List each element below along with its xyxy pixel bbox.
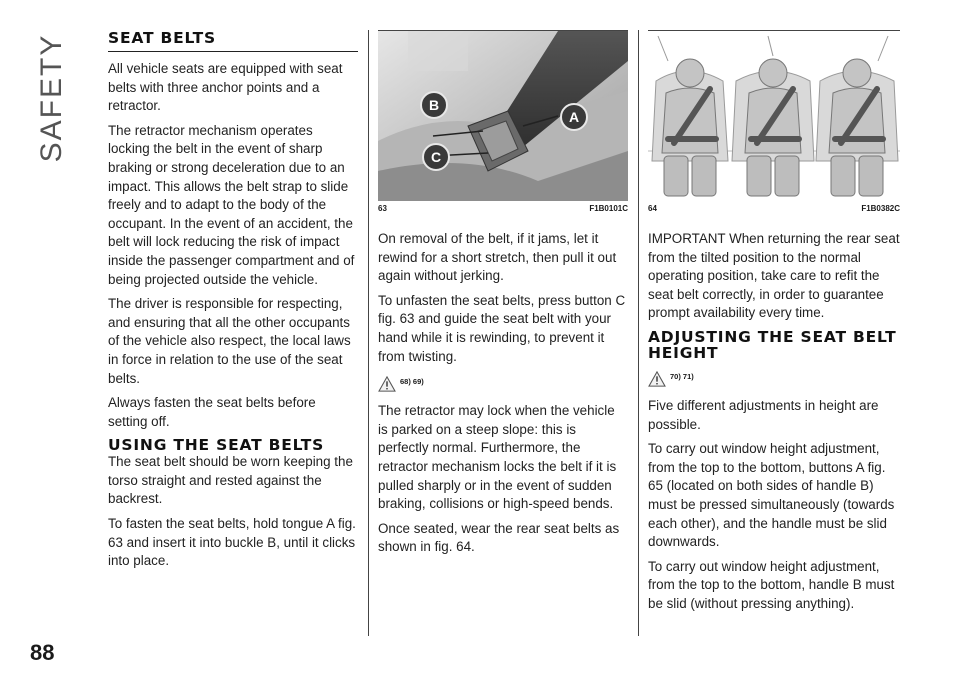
paragraph: The retractor may lock when the vehicle is parked on a steep slope: this is perfectly normal. Furthermore, the retractor mechanism locks the belt if it is pulled sharply or in the event of sudden braking, collisions or high-speed bends.: [378, 403, 617, 512]
callout-b: B: [420, 91, 448, 119]
warning-refs: 70) 71): [670, 371, 694, 381]
figure-number: 64: [648, 204, 657, 213]
paragraph: All vehicle seats are equipped with seat belts with three anchor points and a retractor.: [108, 61, 343, 114]
figure-rear-seat-belts: [648, 30, 900, 201]
warning-refs: 68) 69): [400, 377, 424, 387]
warning-reference: [648, 369, 900, 391]
paragraph: To fasten the seat belts, hold tongue A fig. 63 and insert it into buckle B, until it clicks into place.: [108, 516, 356, 569]
paragraph: To carry out window height adjustment, from the top to the bottom, buttons A fig. 65 (located on both sides of handle B) must be pressed simultaneously (towards each other), and the handle must be slid downwards.: [648, 441, 895, 550]
figure-seat-belt-buckle: [378, 30, 628, 201]
figure-code: F1B0101C: [589, 204, 628, 213]
paragraph: The driver is responsible for respecting, and ensuring that all the other occupants of the vehicle also respect, the local laws in force in relation to the use of the seat belts.: [108, 296, 351, 386]
warning-triangle-icon: [648, 371, 666, 387]
warning-reference: [378, 374, 628, 396]
paragraph: To carry out window height adjustment, from the top to the bottom, handle B must be slid (without pressing anything).: [648, 558, 895, 611]
subsection-heading: ADJUSTING THE SEAT BELT HEIGHT: [648, 327, 897, 362]
subsection-heading: USING THE SEAT BELTS: [108, 436, 325, 455]
callout-a: A: [560, 103, 588, 131]
column-1: [108, 30, 358, 577]
section-label: [22, 28, 82, 168]
column-divider: [638, 30, 639, 636]
paragraph: Once seated, wear the rear seat belts as shown in fig. 64.: [378, 520, 620, 555]
paragraph: On removal of the belt, if it jams, let it rewind for a short stretch, then pull it out again without jerking.: [378, 231, 617, 284]
rear-occupants-illustration: [648, 31, 900, 201]
callout-c: C: [422, 143, 450, 171]
paragraph: Five different adjustments in height are possible.: [648, 397, 879, 432]
column-2: [378, 30, 628, 563]
section-label-text: SAFETY: [35, 33, 68, 163]
paragraph: The retractor mechanism operates locking the belt in the event of sharp braking or strong deceleration due to an impact. This allows the belt strap to slide freely and to adapt to the body of the occupant. In the event of an accident, the belt will lock reducing the risk of impact inside the passenger compartment and of being projected outside the vehicle.: [108, 122, 355, 287]
buckle-illustration: [378, 31, 628, 201]
page-number: 88: [30, 640, 55, 665]
paragraph: To unfasten the seat belts, press button C fig. 63 and guide the seat belt with your hand while it is rewinding, to prevent it from twisting.: [378, 292, 626, 364]
column-3: [648, 30, 900, 620]
paragraph: Always fasten the seat belts before setting off.: [108, 395, 316, 429]
paragraph: IMPORTANT When returning the rear seat from the tilted position to the normal operating position, take care to refit the seat belt correctly, in order to guarantee prompt availability every time.: [648, 231, 900, 321]
figure-caption: [648, 204, 900, 216]
section-heading: SEAT BELTS: [108, 30, 358, 52]
figure-caption: [378, 204, 628, 216]
paragraph: The seat belt should be worn keeping the torso straight and rested against the backrest.: [108, 454, 353, 507]
column-divider: [368, 30, 369, 636]
figure-code: F1B0382C: [861, 204, 900, 213]
figure-number: 63: [378, 204, 387, 213]
warning-triangle-icon: [378, 376, 396, 392]
